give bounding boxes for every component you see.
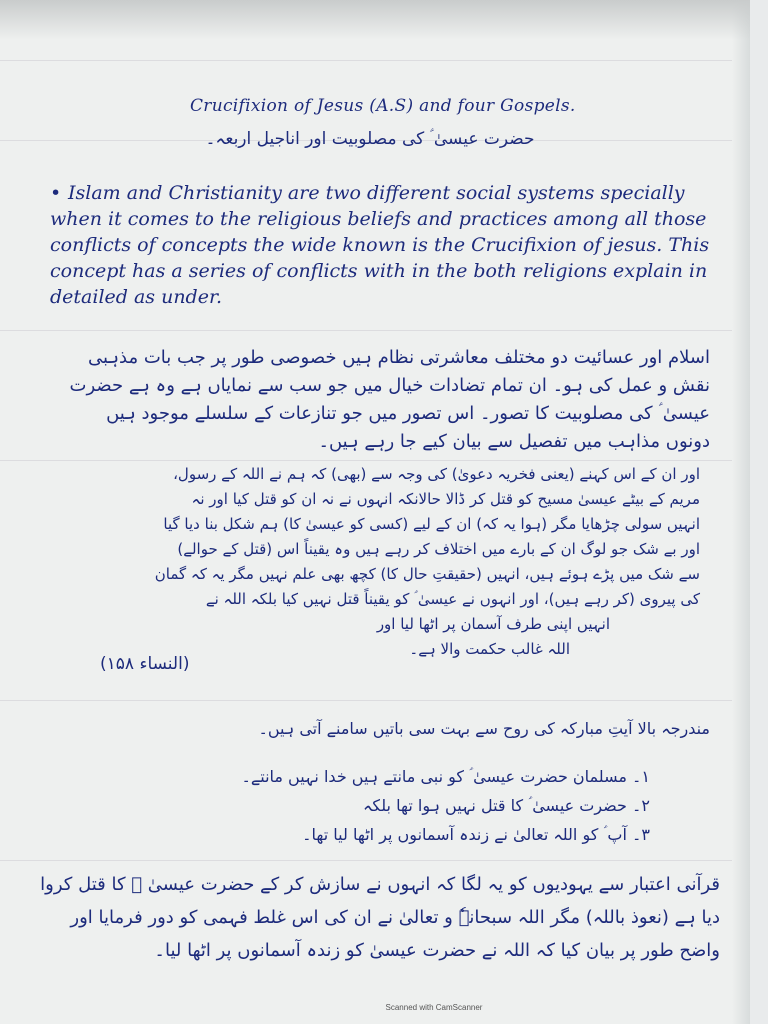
urdu-paragraph-2: قرآنی اعتبار سے یہودیوں کو یہ لگا کہ انہوں نے سازش کر کے حضرت عیسیٰ ؑ کا قتل کروا دیا ہے (نعوذ باللہ) مگر اللہ سبحانہٗ و تعالیٰ نے ان کی اس غلط فہمی کو دور فرمایا اور واضح طور پر بیان کیا کہ اللہ نے حضرت عیسیٰ کو زندہ آسمانوں پر اٹھا لیا۔: [40, 874, 720, 961]
heading-urdu: حضرت عیسیٰ ؑ کی مصلوبیت اور اناجیل اربعہ۔: [205, 129, 535, 149]
list-item: ۱۔ مسلمان حضرت عیسیٰ ؑ کو نبی مانتے ہیں خدا نہیں مانتے۔: [241, 767, 650, 786]
urdu-paragraph-1: اسلام اور عسائیت دو مختلف معاشرتی نظام ہیں خصوصی طور پر جب بات مذہبی نقش و عمل کی ہو۔ ان تمام تضادات خیال میں جو سب سے نمایاں ہے وہ ہے حضرت عیسیٰ ؑ کی مصلوبیت کا تصور۔ اس تصور میں جو تنازعات کے سلسلے موجود ہیں دونوں مذاہب میں تفصیل سے بیان کیے جا رہے ہیں۔: [69, 347, 710, 452]
heading-english: Crucifixion of Jesus (A.S) and four Gospels.: [190, 96, 576, 116]
scanner-watermark: Scanned with CamScanner: [385, 1003, 483, 1012]
quote-reference: (النساء ۱۵۸): [100, 654, 190, 674]
list-item: ۳۔ آپ ؑ کو اللہ تعالیٰ نے زندہ آسمانوں پر اٹھا لیا تھا۔: [302, 825, 650, 844]
quote-line: سے شک میں پڑے ہوئے ہیں، انہیں (حقیقتِ حال کا) کچھ بھی علم نہیں مگر یہ کہ گمان: [154, 565, 700, 583]
quote-line: انہیں سولی چڑھایا مگر (ہوا یہ کہ) ان کے لیے (کسی کو عیسیٰ کا) ہم شکل بنا دیا گیا: [163, 515, 700, 533]
ruled-line: [0, 700, 750, 701]
english-paragraph: [50, 180, 730, 310]
quote-line: انہیں اپنی طرف آسمان پر اٹھا لیا اور: [376, 615, 610, 633]
quote-line: کی پیروی (کر رہے ہیں)، اور انہوں نے عیسیٰ ؑ کو یقیناً قتل نہیں کیا بلکہ اللہ نے: [205, 590, 700, 608]
page-edge-shadow: [732, 0, 750, 1024]
quote-line: اور بے شک جو لوگ ان کے بارے میں اختلاف کر رہے ہیں وہ یقیناً اس (قتل کے حوالے): [177, 540, 700, 558]
english-paragraph-text: Islam and Christianity are two different social systems specially when it comes to the religious beliefs and practices among all those conflicts of concepts the wide known is the Crucifixion of jesus. This concept has a series of conflicts with in the both religions explain in detailed as under.: [50, 182, 710, 308]
quote-line: اور ان کے اس کہنے (یعنی فخریہ دعویٰ) کی وجہ سے (بھی) کہ ہم نے اللہ کے رسول،: [173, 465, 700, 483]
quran-translation-quote: [90, 462, 700, 662]
numbered-list: [230, 762, 650, 849]
quote-line: اللہ غالب حکمت والا ہے۔: [409, 640, 570, 658]
urdu-intro-line: مندرجہ بالا آیتِ مبارکہ کی روح سے بہت سی باتیں سامنے آتی ہیں۔: [258, 719, 710, 738]
ruled-line: [0, 330, 750, 331]
quote-line: مریم کے بیٹے عیسیٰ مسیح کو قتل کر ڈالا حالانکہ انہوں نے نہ ان کو قتل کیا اور نہ: [191, 490, 700, 508]
ruled-line: [0, 60, 750, 61]
list-item: ۲۔ حضرت عیسیٰ ؑ کا قتل نہیں ہوا تھا بلکہ: [363, 796, 650, 815]
ruled-line: [0, 460, 750, 461]
ruled-line: [0, 860, 750, 861]
bullet-dot: •: [50, 182, 62, 204]
